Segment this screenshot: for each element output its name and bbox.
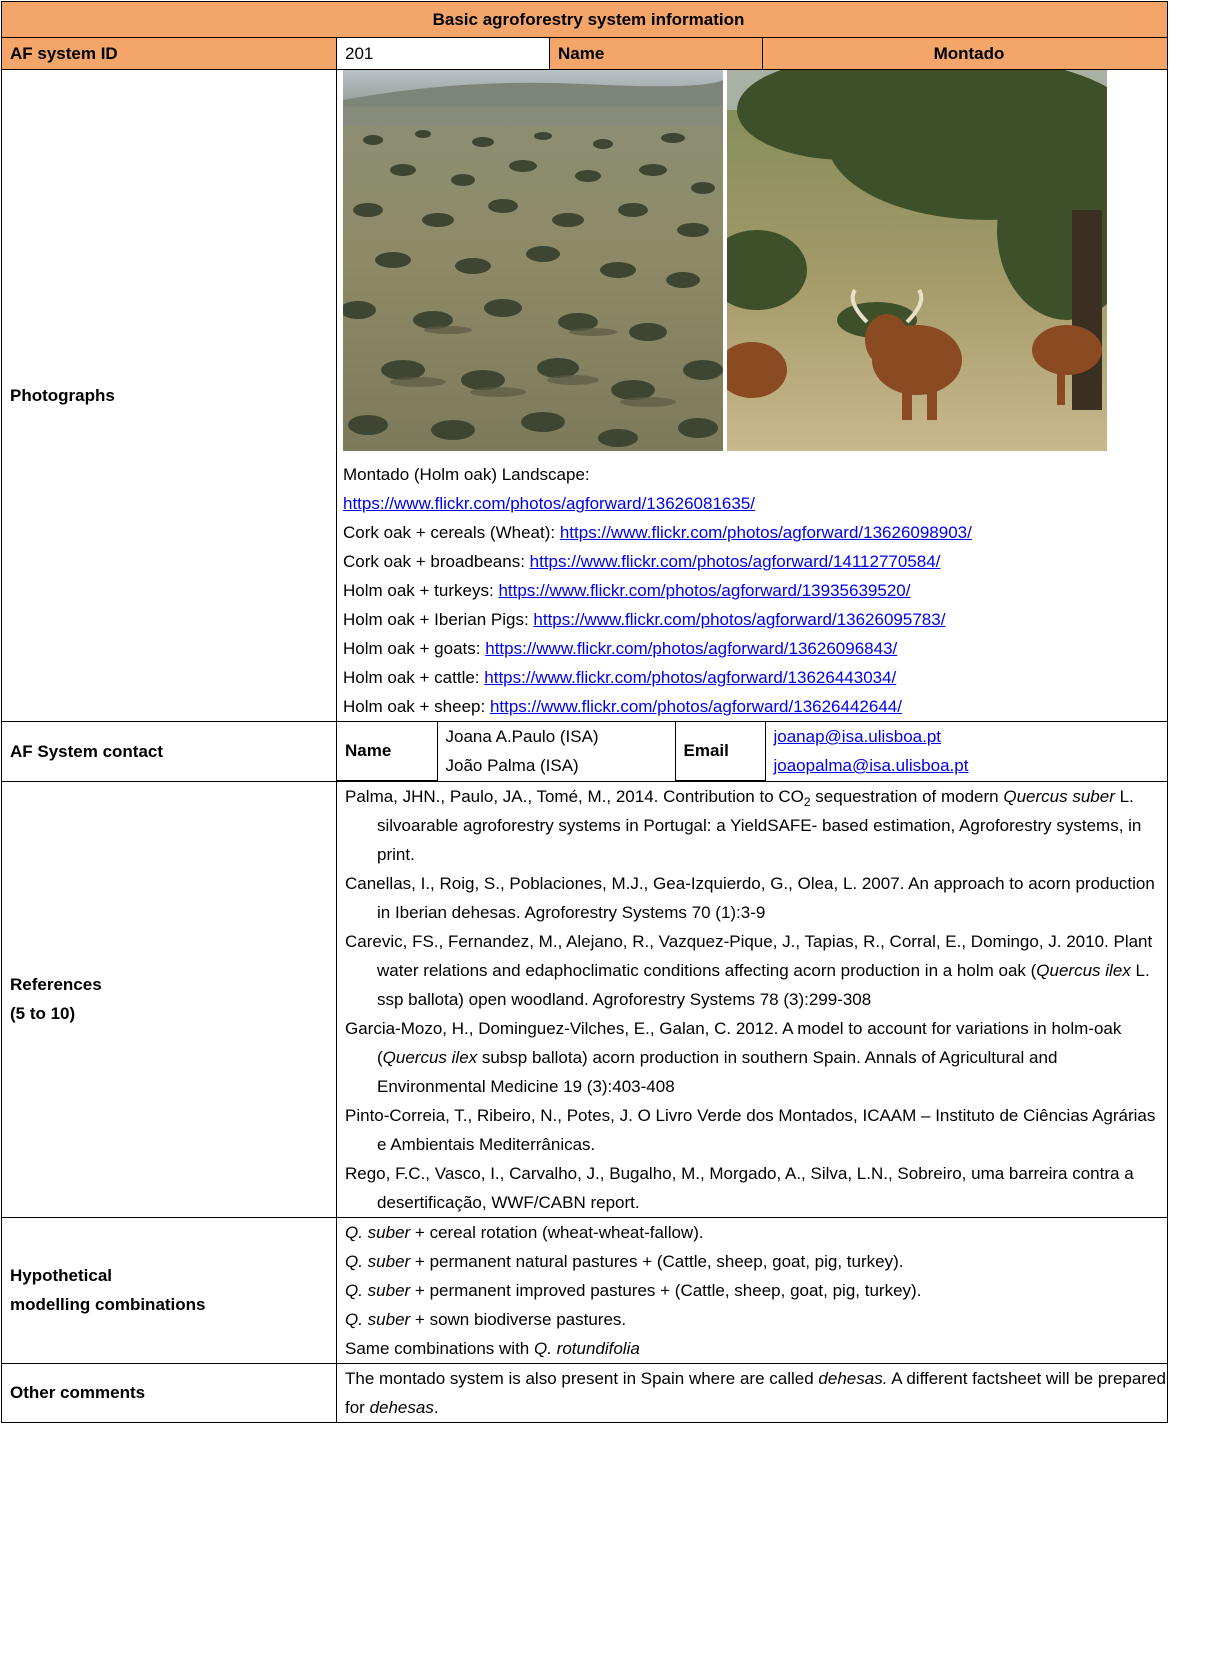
modelling-label: Hypothetical modelling combinations [2, 1217, 337, 1363]
combination-5: Same combinations with Q. rotundifolia [345, 1338, 640, 1358]
contact-name-label: Name [337, 722, 437, 780]
cattle-link[interactable]: https://www.flickr.com/photos/agforward/13626443034/ [484, 668, 897, 687]
id-row [2, 38, 1168, 70]
photo-links [343, 460, 1167, 721]
comments-row [2, 1363, 1168, 1422]
contact-email-label: Email [675, 722, 765, 780]
references-label: References (5 to 10) [2, 781, 337, 1217]
contact-email-1[interactable]: joanap@isa.ulisboa.pt [773, 727, 942, 746]
photo-link-line-6: Holm oak + goats: https://www.flickr.com/photos/agforward/13626096843/ [343, 639, 898, 658]
contact-cell [337, 722, 1168, 782]
reference-2: Canellas, I., Roig, S., Poblaciones, M.J., Gea-Izquierdo, G., Olea, L. 2007. An approach to acorn production in Iberian dehesas. Agroforestry Systems 70 (1):3-9 [345, 873, 1155, 922]
photo-link-line-5: Holm oak + Iberian Pigs: https://www.flickr.com/photos/agforward/13626095783/ [343, 610, 946, 629]
photo-link-line-3: Cork oak + broadbeans: https://www.flickr.com/photos/agforward/14112770584/ [343, 552, 941, 571]
contact-email-2-cell [765, 751, 1167, 780]
combination-2: Q. suber + permanent natural pastures + (Cattle, sheep, goat, pig, turkey). [345, 1251, 904, 1271]
goats-link[interactable]: https://www.flickr.com/photos/agforward/13626096843/ [485, 639, 898, 658]
contact-name-1: Joana A.Paulo (ISA) [437, 722, 675, 751]
reference-1: Palma, JHN., Paulo, JA., Tomé, M., 2014. Contribution to $CO_2$ sequestration of modern Quercus suber L. silvoarable agroforestry systems in Portugal: a YieldSAFE- based estimation, Agroforestry systems, in print. [345, 786, 1142, 864]
contact-email-2[interactable]: joaopalma@isa.ulisboa.pt [773, 756, 969, 775]
turkeys-link[interactable]: https://www.flickr.com/photos/agforward/13935639520/ [498, 581, 911, 600]
photo-strip [343, 70, 1167, 460]
id-label: AF system ID [2, 38, 337, 70]
modelling-cell [337, 1217, 1168, 1363]
cattle-photo-svg [727, 70, 1107, 451]
cereals-link[interactable]: https://www.flickr.com/photos/agforward/13626098903/ [559, 523, 972, 542]
photo-link-line-1b [343, 489, 1167, 518]
photographs-cell [337, 70, 1168, 722]
pigs-link[interactable]: https://www.flickr.com/photos/agforward/13626095783/ [533, 610, 946, 629]
id-value: 201 [337, 38, 550, 70]
title-row [2, 2, 1168, 38]
reference-6: Rego, F.C., Vasco, I., Carvalho, J., Bugalho, M., Morgado, A., Silva, L.N., Sobreiro, uma barreira contra a desertificação, WWF/CABN report. [345, 1163, 1134, 1212]
combination-1: Q. suber + cereal rotation (wheat-wheat-fallow). [345, 1222, 704, 1242]
photo-link-line-4: Holm oak + turkeys: https://www.flickr.com/photos/agforward/13935639520/ [343, 581, 911, 600]
combination-4: Q. suber + sown biodiverse pastures. [345, 1309, 627, 1329]
name-value: Montado [763, 38, 1168, 70]
contact-label: AF System contact [2, 722, 337, 782]
sheet-title: Basic agroforestry system information [2, 2, 1168, 38]
comments-cell: The montado system is also present in Spain where are called dehesas. A different factsheet will be prepared for dehesas. [337, 1363, 1168, 1422]
references-cell [337, 781, 1168, 1217]
landscape-link[interactable]: https://www.flickr.com/photos/agforward/13626081635/ [343, 494, 756, 513]
sheep-link[interactable]: https://www.flickr.com/photos/agforward/13626442644/ [489, 697, 902, 716]
combination-3: Q. suber + permanent improved pastures + (Cattle, sheep, goat, pig, turkey). [345, 1280, 922, 1300]
cattle-photo [727, 70, 1107, 451]
reference-5: Pinto-Correia, T., Ribeiro, N., Potes, J. O Livro Verde dos Montados, ICAAM – Instituto de Ciências Agrárias e Ambientais Mediterrânicas. [345, 1105, 1156, 1154]
photo-link-line-8: Holm oak + sheep: https://www.flickr.com/photos/agforward/13626442644/ [343, 697, 902, 716]
photo-link-line-2: Cork oak + cereals (Wheat): https://www.flickr.com/photos/agforward/13626098903/ [343, 523, 972, 542]
photo-link-line-7: Holm oak + cattle: https://www.flickr.com/photos/agforward/13626443034/ [343, 668, 897, 687]
landscape-photo [343, 70, 723, 451]
modelling-row [2, 1217, 1168, 1363]
contact-name-2: João Palma (ISA) [437, 751, 675, 780]
factsheet-table [1, 1, 1168, 1423]
landscape-photo-svg [343, 70, 723, 451]
name-label: Name [550, 38, 763, 70]
contact-subtable [337, 722, 1167, 781]
photographs-row [2, 70, 1168, 722]
contact-row [2, 722, 1168, 782]
reference-4: Garcia-Mozo, H., Dominguez-Vilches, E., Galan, C. 2012. A model to account for variations in holm-oak (Quercus ilex subsp ballota) acorn production in southern Spain. Annals of Agricultural and Environmental Medicine 19 (3):403-408 [345, 1018, 1122, 1096]
broadbeans-link[interactable]: https://www.flickr.com/photos/agforward/14112770584/ [529, 552, 941, 571]
references-row [2, 781, 1168, 1217]
photo-link-line-1a: Montado (Holm oak) Landscape: [343, 465, 590, 484]
reference-3: Carevic, FS., Fernandez, M., Alejano, R., Vazquez-Pique, J., Tapias, R., Corral, E., Domingo, J. 2010. Plant water relations and edaphoclimatic conditions affecting acorn production in a holm oak (Quercus ilex L. ssp ballota) open woodland. Agroforestry Systems 78 (3):299-308 [345, 931, 1153, 1009]
photographs-label: Photographs [2, 70, 337, 722]
contact-email-1-cell [765, 722, 1167, 751]
comments-label: Other comments [2, 1363, 337, 1422]
